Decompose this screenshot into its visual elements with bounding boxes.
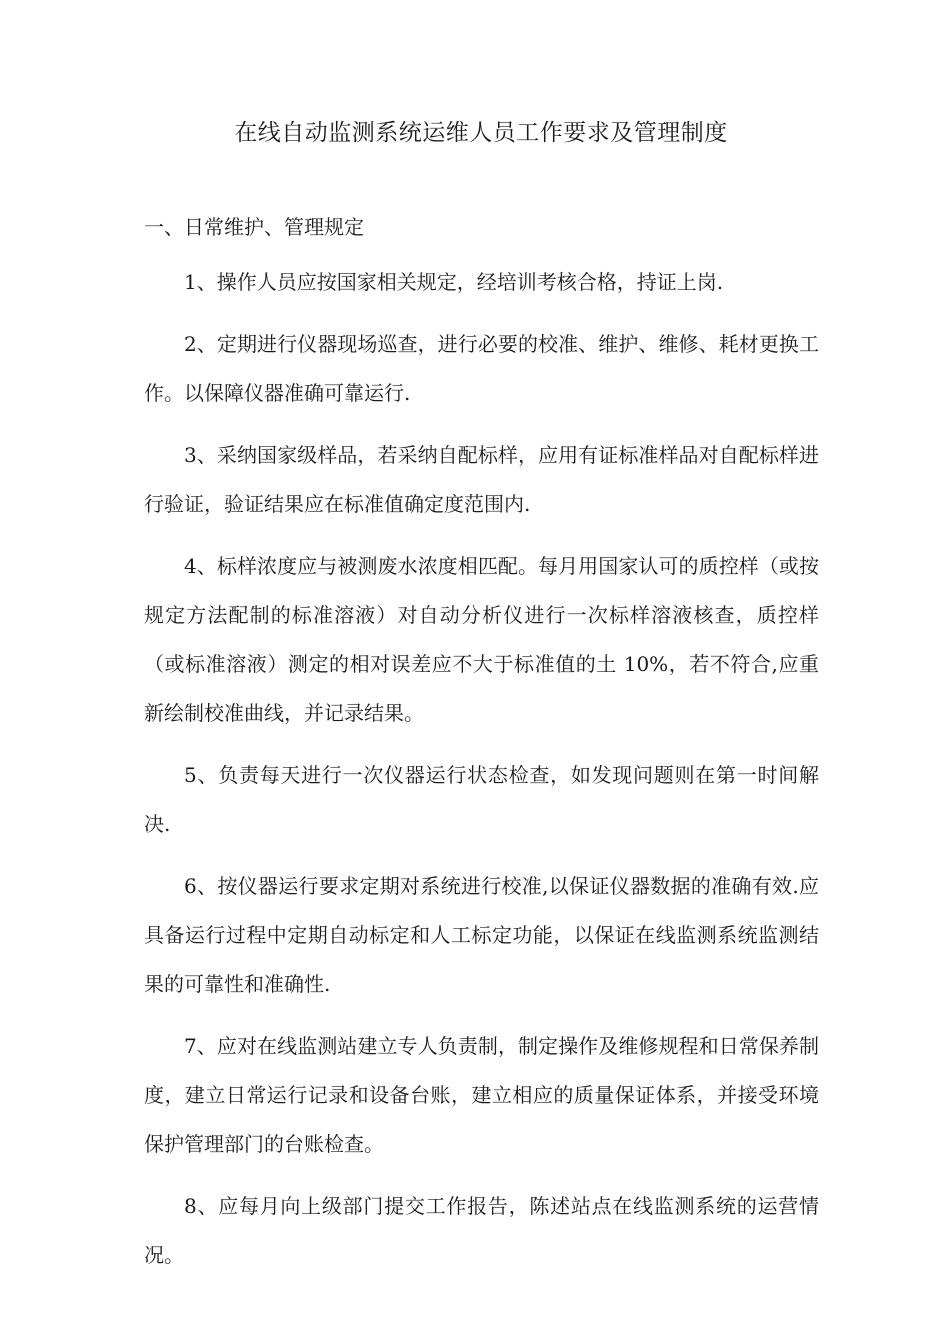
document-title: 在线自动监测系统运维人员工作要求及管理制度 [234,120,728,146]
list-item-3: 3、采纳国家级样品，若采纳自配标样，应用有证标准样品对自配标样进行验证，验证结果应在标准值确定度范围内. [144,443,819,516]
list-item-7: 7、应对在线监测站建立专人负责制，制定操作及维修规程和日常保养制度，建立日常运行记录和设备台账，建立相应的质量保证体系，并接受环境保护管理部门的台账检查。 [144,1034,819,1156]
list-item-5: 5、负责每天进行一次仪器运行状态检查，如发现问题则在第一时间解决. [144,763,819,836]
list-item-2: 2、定期进行仪器现场巡查，进行必要的校准、维护、维修、耗材更换工作。以保障仪器准确可靠运行. [144,332,819,405]
list-item-1: 1、操作人员应按国家相关规定，经培训考核合格，持证上岗. [184,270,724,294]
list-item-4: 4、标样浓度应与被测废水浓度相匹配。每月用国家认可的质控样（或按规定方法配制的标准溶液）对自动分析仪进行一次标样溶液核查，质控样（或标准溶液）测定的相对误差应不大于标准值的土 10%，若不符合,应重新绘制校准曲线，并记录结果。 [144,554,819,725]
list-item-6: 6、按仪器运行要求定期对系统进行校准,以保证仪器数据的准确有效.应具备运行过程中定期自动标定和人工标定功能，以保证在线监测系统监测结果的可靠性和准确性. [144,874,819,996]
section-heading: 一、日常维护、管理规定 [144,215,364,239]
document-body [144,209,819,1293]
list-item-8: 8、应每月向上级部门提交工作报告，陈述站点在线监测系统的运营情况。 [144,1194,819,1267]
